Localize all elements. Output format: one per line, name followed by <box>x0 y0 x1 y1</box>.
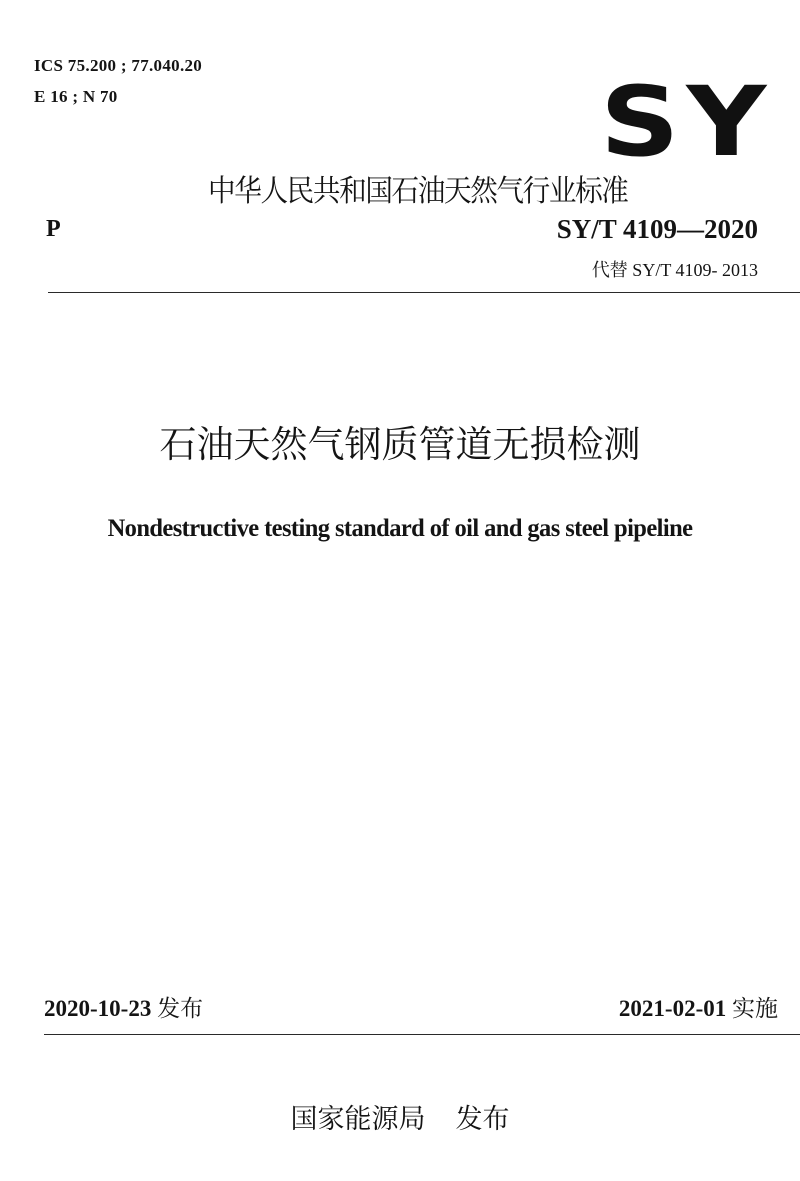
replaces-standard: 代替 SY/T 4109- 2013 <box>591 260 758 280</box>
classification-code: E 16 ; N 70 <box>34 87 118 106</box>
sy-logo: SY <box>600 66 774 178</box>
document-title-chinese: 石油天然气钢质管道无损检测 <box>159 423 641 466</box>
category-mark: P <box>46 216 61 242</box>
publisher-name: 国家能源局 <box>290 1104 426 1135</box>
standard-number: SY/T 4109—2020 <box>556 214 758 244</box>
industry-standard-heading: 中华人民共和国石油天然气行业标准 <box>208 174 628 209</box>
issue-label: 发布 <box>157 996 204 1022</box>
implementation-date: 2021-02-01 <box>618 996 727 1021</box>
footer-divider <box>44 1034 800 1035</box>
document-title-english: Nondestructive testing standard of oil and gas steel pipeline <box>107 515 693 542</box>
issue-date-line <box>44 990 203 1023</box>
implementation-date-line <box>619 990 778 1023</box>
issue-date: 2020-10-23 <box>44 996 152 1021</box>
publisher-line <box>0 1097 800 1136</box>
ics-code: ICS 75.200 ; 77.040.20 <box>34 56 203 75</box>
header-divider <box>48 292 800 293</box>
publish-label: 发布 <box>455 1104 510 1135</box>
implementation-label: 实施 <box>732 996 778 1022</box>
